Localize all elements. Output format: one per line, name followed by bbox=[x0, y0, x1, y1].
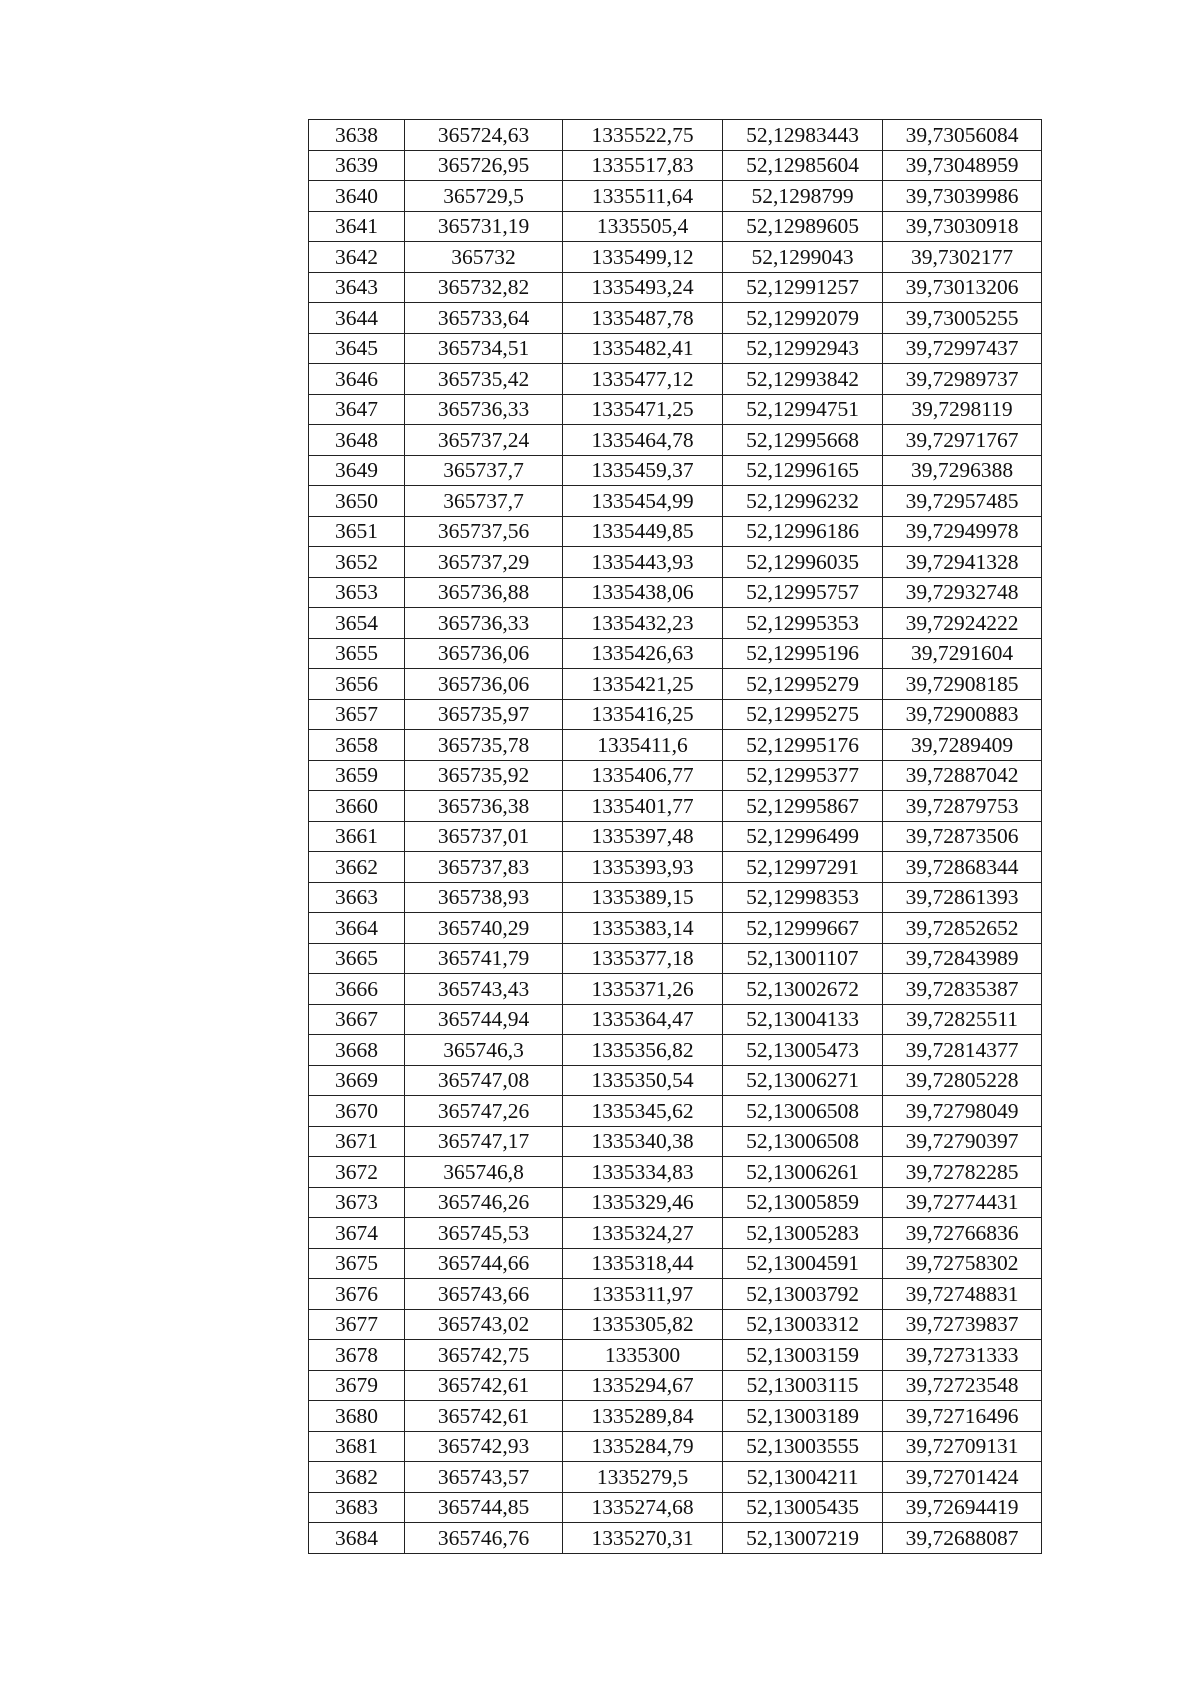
y-coordinate-cell: 1335505,4 bbox=[563, 211, 723, 242]
y-coordinate-cell: 1335311,97 bbox=[563, 1279, 723, 1310]
y-coordinate-cell: 1335411,6 bbox=[563, 730, 723, 761]
y-coordinate-cell: 1335329,46 bbox=[563, 1187, 723, 1218]
longitude-cell: 39,72879753 bbox=[883, 791, 1042, 822]
x-coordinate-cell: 365737,83 bbox=[405, 852, 563, 883]
point-number-cell: 3671 bbox=[309, 1126, 405, 1157]
latitude-cell: 52,12989605 bbox=[723, 211, 883, 242]
table-row bbox=[309, 760, 1042, 791]
x-coordinate-cell: 365747,08 bbox=[405, 1065, 563, 1096]
table-row bbox=[309, 1492, 1042, 1523]
longitude-cell: 39,72825511 bbox=[883, 1004, 1042, 1035]
x-coordinate-cell: 365736,33 bbox=[405, 608, 563, 639]
point-number-cell: 3683 bbox=[309, 1492, 405, 1523]
y-coordinate-cell: 1335406,77 bbox=[563, 760, 723, 791]
table-row bbox=[309, 852, 1042, 883]
table-row bbox=[309, 791, 1042, 822]
point-number-cell: 3660 bbox=[309, 791, 405, 822]
longitude-cell: 39,73030918 bbox=[883, 211, 1042, 242]
point-number-cell: 3659 bbox=[309, 760, 405, 791]
table-row bbox=[309, 1401, 1042, 1432]
y-coordinate-cell: 1335356,82 bbox=[563, 1035, 723, 1066]
x-coordinate-cell: 365731,19 bbox=[405, 211, 563, 242]
y-coordinate-cell: 1335449,85 bbox=[563, 516, 723, 547]
latitude-cell: 52,12996499 bbox=[723, 821, 883, 852]
latitude-cell: 52,12995279 bbox=[723, 669, 883, 700]
x-coordinate-cell: 365743,66 bbox=[405, 1279, 563, 1310]
point-number-cell: 3678 bbox=[309, 1340, 405, 1371]
y-coordinate-cell: 1335334,83 bbox=[563, 1157, 723, 1188]
longitude-cell: 39,72843989 bbox=[883, 943, 1042, 974]
y-coordinate-cell: 1335438,06 bbox=[563, 577, 723, 608]
x-coordinate-cell: 365735,78 bbox=[405, 730, 563, 761]
point-number-cell: 3646 bbox=[309, 364, 405, 395]
table-row bbox=[309, 821, 1042, 852]
latitude-cell: 52,1299043 bbox=[723, 242, 883, 273]
y-coordinate-cell: 1335454,99 bbox=[563, 486, 723, 517]
longitude-cell: 39,72805228 bbox=[883, 1065, 1042, 1096]
longitude-cell: 39,73056084 bbox=[883, 120, 1042, 151]
x-coordinate-cell: 365747,17 bbox=[405, 1126, 563, 1157]
latitude-cell: 52,13005283 bbox=[723, 1218, 883, 1249]
table-row bbox=[309, 150, 1042, 181]
table-row bbox=[309, 1218, 1042, 1249]
latitude-cell: 52,13002672 bbox=[723, 974, 883, 1005]
table-row bbox=[309, 1340, 1042, 1371]
table-row bbox=[309, 272, 1042, 303]
latitude-cell: 52,12995377 bbox=[723, 760, 883, 791]
x-coordinate-cell: 365741,79 bbox=[405, 943, 563, 974]
table-row bbox=[309, 608, 1042, 639]
longitude-cell: 39,7302177 bbox=[883, 242, 1042, 273]
point-number-cell: 3677 bbox=[309, 1309, 405, 1340]
table-row bbox=[309, 1096, 1042, 1127]
latitude-cell: 52,12992079 bbox=[723, 303, 883, 334]
table-row bbox=[309, 577, 1042, 608]
latitude-cell: 52,12999667 bbox=[723, 913, 883, 944]
longitude-cell: 39,72758302 bbox=[883, 1248, 1042, 1279]
x-coordinate-cell: 365746,26 bbox=[405, 1187, 563, 1218]
x-coordinate-cell: 365742,61 bbox=[405, 1401, 563, 1432]
point-number-cell: 3676 bbox=[309, 1279, 405, 1310]
latitude-cell: 52,12993842 bbox=[723, 364, 883, 395]
y-coordinate-cell: 1335487,78 bbox=[563, 303, 723, 334]
longitude-cell: 39,73048959 bbox=[883, 150, 1042, 181]
longitude-cell: 39,72949978 bbox=[883, 516, 1042, 547]
point-number-cell: 3644 bbox=[309, 303, 405, 334]
latitude-cell: 52,12996186 bbox=[723, 516, 883, 547]
table-row bbox=[309, 486, 1042, 517]
point-number-cell: 3672 bbox=[309, 1157, 405, 1188]
longitude-cell: 39,72900883 bbox=[883, 699, 1042, 730]
x-coordinate-cell: 365743,02 bbox=[405, 1309, 563, 1340]
latitude-cell: 52,13006508 bbox=[723, 1096, 883, 1127]
y-coordinate-cell: 1335464,78 bbox=[563, 425, 723, 456]
x-coordinate-cell: 365744,94 bbox=[405, 1004, 563, 1035]
table-row bbox=[309, 1309, 1042, 1340]
point-number-cell: 3663 bbox=[309, 882, 405, 913]
x-coordinate-cell: 365735,92 bbox=[405, 760, 563, 791]
latitude-cell: 52,13005435 bbox=[723, 1492, 883, 1523]
latitude-cell: 52,13003189 bbox=[723, 1401, 883, 1432]
table-row bbox=[309, 669, 1042, 700]
table-row bbox=[309, 1004, 1042, 1035]
point-number-cell: 3668 bbox=[309, 1035, 405, 1066]
longitude-cell: 39,7296388 bbox=[883, 455, 1042, 486]
y-coordinate-cell: 1335284,79 bbox=[563, 1431, 723, 1462]
longitude-cell: 39,72887042 bbox=[883, 760, 1042, 791]
y-coordinate-cell: 1335522,75 bbox=[563, 120, 723, 151]
x-coordinate-cell: 365736,88 bbox=[405, 577, 563, 608]
x-coordinate-cell: 365740,29 bbox=[405, 913, 563, 944]
longitude-cell: 39,72701424 bbox=[883, 1462, 1042, 1493]
table-row bbox=[309, 638, 1042, 669]
longitude-cell: 39,72957485 bbox=[883, 486, 1042, 517]
latitude-cell: 52,12991257 bbox=[723, 272, 883, 303]
latitude-cell: 52,12996232 bbox=[723, 486, 883, 517]
x-coordinate-cell: 365732,82 bbox=[405, 272, 563, 303]
latitude-cell: 52,12995275 bbox=[723, 699, 883, 730]
point-number-cell: 3658 bbox=[309, 730, 405, 761]
x-coordinate-cell: 365742,75 bbox=[405, 1340, 563, 1371]
y-coordinate-cell: 1335432,23 bbox=[563, 608, 723, 639]
longitude-cell: 39,72790397 bbox=[883, 1126, 1042, 1157]
point-number-cell: 3649 bbox=[309, 455, 405, 486]
table-row bbox=[309, 455, 1042, 486]
point-number-cell: 3657 bbox=[309, 699, 405, 730]
point-number-cell: 3648 bbox=[309, 425, 405, 456]
point-number-cell: 3662 bbox=[309, 852, 405, 883]
y-coordinate-cell: 1335517,83 bbox=[563, 150, 723, 181]
table-row bbox=[309, 1431, 1042, 1462]
latitude-cell: 52,12996035 bbox=[723, 547, 883, 578]
point-number-cell: 3670 bbox=[309, 1096, 405, 1127]
point-number-cell: 3669 bbox=[309, 1065, 405, 1096]
table-row bbox=[309, 516, 1042, 547]
table-row bbox=[309, 242, 1042, 273]
latitude-cell: 52,13003312 bbox=[723, 1309, 883, 1340]
table-row bbox=[309, 547, 1042, 578]
latitude-cell: 52,13007219 bbox=[723, 1523, 883, 1554]
longitude-cell: 39,72739837 bbox=[883, 1309, 1042, 1340]
longitude-cell: 39,72908185 bbox=[883, 669, 1042, 700]
x-coordinate-cell: 365744,66 bbox=[405, 1248, 563, 1279]
latitude-cell: 52,12998353 bbox=[723, 882, 883, 913]
y-coordinate-cell: 1335477,12 bbox=[563, 364, 723, 395]
table-row bbox=[309, 913, 1042, 944]
point-number-cell: 3652 bbox=[309, 547, 405, 578]
x-coordinate-cell: 365742,61 bbox=[405, 1370, 563, 1401]
latitude-cell: 52,13003159 bbox=[723, 1340, 883, 1371]
latitude-cell: 52,13005473 bbox=[723, 1035, 883, 1066]
point-number-cell: 3666 bbox=[309, 974, 405, 1005]
y-coordinate-cell: 1335416,25 bbox=[563, 699, 723, 730]
table-row bbox=[309, 1462, 1042, 1493]
longitude-cell: 39,72774431 bbox=[883, 1187, 1042, 1218]
longitude-cell: 39,72997437 bbox=[883, 333, 1042, 364]
longitude-cell: 39,72709131 bbox=[883, 1431, 1042, 1462]
x-coordinate-cell: 365735,42 bbox=[405, 364, 563, 395]
table-row bbox=[309, 1187, 1042, 1218]
x-coordinate-cell: 365736,06 bbox=[405, 638, 563, 669]
point-number-cell: 3645 bbox=[309, 333, 405, 364]
table-row bbox=[309, 1126, 1042, 1157]
y-coordinate-cell: 1335350,54 bbox=[563, 1065, 723, 1096]
latitude-cell: 52,12995353 bbox=[723, 608, 883, 639]
x-coordinate-cell: 365743,43 bbox=[405, 974, 563, 1005]
point-number-cell: 3681 bbox=[309, 1431, 405, 1462]
y-coordinate-cell: 1335371,26 bbox=[563, 974, 723, 1005]
x-coordinate-cell: 365733,64 bbox=[405, 303, 563, 334]
latitude-cell: 52,13004591 bbox=[723, 1248, 883, 1279]
table-row bbox=[309, 974, 1042, 1005]
table-row bbox=[309, 394, 1042, 425]
x-coordinate-cell: 365726,95 bbox=[405, 150, 563, 181]
y-coordinate-cell: 1335493,24 bbox=[563, 272, 723, 303]
point-number-cell: 3665 bbox=[309, 943, 405, 974]
point-number-cell: 3650 bbox=[309, 486, 405, 517]
coordinates-table bbox=[308, 119, 1042, 1554]
coordinates-table-body bbox=[309, 120, 1042, 1554]
latitude-cell: 52,13001107 bbox=[723, 943, 883, 974]
longitude-cell: 39,72924222 bbox=[883, 608, 1042, 639]
latitude-cell: 52,12983443 bbox=[723, 120, 883, 151]
x-coordinate-cell: 365746,8 bbox=[405, 1157, 563, 1188]
y-coordinate-cell: 1335270,31 bbox=[563, 1523, 723, 1554]
latitude-cell: 52,13006261 bbox=[723, 1157, 883, 1188]
point-number-cell: 3664 bbox=[309, 913, 405, 944]
longitude-cell: 39,7289409 bbox=[883, 730, 1042, 761]
longitude-cell: 39,73013206 bbox=[883, 272, 1042, 303]
longitude-cell: 39,72688087 bbox=[883, 1523, 1042, 1554]
point-number-cell: 3682 bbox=[309, 1462, 405, 1493]
latitude-cell: 52,12994751 bbox=[723, 394, 883, 425]
y-coordinate-cell: 1335274,68 bbox=[563, 1492, 723, 1523]
y-coordinate-cell: 1335318,44 bbox=[563, 1248, 723, 1279]
y-coordinate-cell: 1335377,18 bbox=[563, 943, 723, 974]
latitude-cell: 52,13005859 bbox=[723, 1187, 883, 1218]
x-coordinate-cell: 365729,5 bbox=[405, 181, 563, 212]
longitude-cell: 39,7291604 bbox=[883, 638, 1042, 669]
latitude-cell: 52,13003555 bbox=[723, 1431, 883, 1462]
table-row bbox=[309, 1035, 1042, 1066]
point-number-cell: 3640 bbox=[309, 181, 405, 212]
longitude-cell: 39,72716496 bbox=[883, 1401, 1042, 1432]
y-coordinate-cell: 1335421,25 bbox=[563, 669, 723, 700]
x-coordinate-cell: 365744,85 bbox=[405, 1492, 563, 1523]
longitude-cell: 39,7298119 bbox=[883, 394, 1042, 425]
point-number-cell: 3675 bbox=[309, 1248, 405, 1279]
table-row bbox=[309, 181, 1042, 212]
latitude-cell: 52,12995867 bbox=[723, 791, 883, 822]
latitude-cell: 52,12997291 bbox=[723, 852, 883, 883]
latitude-cell: 52,13006508 bbox=[723, 1126, 883, 1157]
latitude-cell: 52,1298799 bbox=[723, 181, 883, 212]
latitude-cell: 52,13006271 bbox=[723, 1065, 883, 1096]
table-row bbox=[309, 1248, 1042, 1279]
point-number-cell: 3673 bbox=[309, 1187, 405, 1218]
table-row bbox=[309, 699, 1042, 730]
table-row bbox=[309, 1157, 1042, 1188]
x-coordinate-cell: 365732 bbox=[405, 242, 563, 273]
point-number-cell: 3642 bbox=[309, 242, 405, 273]
point-number-cell: 3643 bbox=[309, 272, 405, 303]
point-number-cell: 3679 bbox=[309, 1370, 405, 1401]
y-coordinate-cell: 1335397,48 bbox=[563, 821, 723, 852]
y-coordinate-cell: 1335305,82 bbox=[563, 1309, 723, 1340]
y-coordinate-cell: 1335340,38 bbox=[563, 1126, 723, 1157]
table-row bbox=[309, 333, 1042, 364]
x-coordinate-cell: 365742,93 bbox=[405, 1431, 563, 1462]
latitude-cell: 52,13004133 bbox=[723, 1004, 883, 1035]
x-coordinate-cell: 365735,97 bbox=[405, 699, 563, 730]
longitude-cell: 39,72852652 bbox=[883, 913, 1042, 944]
latitude-cell: 52,12992943 bbox=[723, 333, 883, 364]
y-coordinate-cell: 1335279,5 bbox=[563, 1462, 723, 1493]
x-coordinate-cell: 365734,51 bbox=[405, 333, 563, 364]
point-number-cell: 3638 bbox=[309, 120, 405, 151]
y-coordinate-cell: 1335300 bbox=[563, 1340, 723, 1371]
x-coordinate-cell: 365736,38 bbox=[405, 791, 563, 822]
latitude-cell: 52,13003792 bbox=[723, 1279, 883, 1310]
y-coordinate-cell: 1335389,15 bbox=[563, 882, 723, 913]
x-coordinate-cell: 365737,56 bbox=[405, 516, 563, 547]
y-coordinate-cell: 1335289,84 bbox=[563, 1401, 723, 1432]
y-coordinate-cell: 1335294,67 bbox=[563, 1370, 723, 1401]
latitude-cell: 52,12995176 bbox=[723, 730, 883, 761]
x-coordinate-cell: 365737,7 bbox=[405, 486, 563, 517]
x-coordinate-cell: 365746,3 bbox=[405, 1035, 563, 1066]
table-row bbox=[309, 882, 1042, 913]
x-coordinate-cell: 365737,7 bbox=[405, 455, 563, 486]
point-number-cell: 3655 bbox=[309, 638, 405, 669]
table-row bbox=[309, 730, 1042, 761]
y-coordinate-cell: 1335345,62 bbox=[563, 1096, 723, 1127]
longitude-cell: 39,72835387 bbox=[883, 974, 1042, 1005]
longitude-cell: 39,72989737 bbox=[883, 364, 1042, 395]
longitude-cell: 39,72748831 bbox=[883, 1279, 1042, 1310]
longitude-cell: 39,73039986 bbox=[883, 181, 1042, 212]
point-number-cell: 3674 bbox=[309, 1218, 405, 1249]
x-coordinate-cell: 365737,01 bbox=[405, 821, 563, 852]
longitude-cell: 39,72873506 bbox=[883, 821, 1042, 852]
table-row bbox=[309, 943, 1042, 974]
point-number-cell: 3667 bbox=[309, 1004, 405, 1035]
y-coordinate-cell: 1335459,37 bbox=[563, 455, 723, 486]
table-row bbox=[309, 425, 1042, 456]
y-coordinate-cell: 1335426,63 bbox=[563, 638, 723, 669]
y-coordinate-cell: 1335324,27 bbox=[563, 1218, 723, 1249]
x-coordinate-cell: 365738,93 bbox=[405, 882, 563, 913]
table-row bbox=[309, 1065, 1042, 1096]
table-row bbox=[309, 211, 1042, 242]
x-coordinate-cell: 365736,06 bbox=[405, 669, 563, 700]
longitude-cell: 39,72723548 bbox=[883, 1370, 1042, 1401]
table-row bbox=[309, 303, 1042, 334]
point-number-cell: 3654 bbox=[309, 608, 405, 639]
longitude-cell: 39,72941328 bbox=[883, 547, 1042, 578]
latitude-cell: 52,12985604 bbox=[723, 150, 883, 181]
y-coordinate-cell: 1335511,64 bbox=[563, 181, 723, 212]
point-number-cell: 3639 bbox=[309, 150, 405, 181]
point-number-cell: 3680 bbox=[309, 1401, 405, 1432]
longitude-cell: 39,72971767 bbox=[883, 425, 1042, 456]
longitude-cell: 39,73005255 bbox=[883, 303, 1042, 334]
y-coordinate-cell: 1335471,25 bbox=[563, 394, 723, 425]
latitude-cell: 52,12995196 bbox=[723, 638, 883, 669]
point-number-cell: 3647 bbox=[309, 394, 405, 425]
x-coordinate-cell: 365746,76 bbox=[405, 1523, 563, 1554]
table-row bbox=[309, 1523, 1042, 1554]
table-row bbox=[309, 1279, 1042, 1310]
table-row bbox=[309, 1370, 1042, 1401]
point-number-cell: 3661 bbox=[309, 821, 405, 852]
latitude-cell: 52,12995668 bbox=[723, 425, 883, 456]
x-coordinate-cell: 365737,29 bbox=[405, 547, 563, 578]
longitude-cell: 39,72814377 bbox=[883, 1035, 1042, 1066]
x-coordinate-cell: 365745,53 bbox=[405, 1218, 563, 1249]
point-number-cell: 3653 bbox=[309, 577, 405, 608]
longitude-cell: 39,72782285 bbox=[883, 1157, 1042, 1188]
y-coordinate-cell: 1335401,77 bbox=[563, 791, 723, 822]
y-coordinate-cell: 1335482,41 bbox=[563, 333, 723, 364]
y-coordinate-cell: 1335383,14 bbox=[563, 913, 723, 944]
point-number-cell: 3684 bbox=[309, 1523, 405, 1554]
y-coordinate-cell: 1335364,47 bbox=[563, 1004, 723, 1035]
x-coordinate-cell: 365736,33 bbox=[405, 394, 563, 425]
x-coordinate-cell: 365724,63 bbox=[405, 120, 563, 151]
point-number-cell: 3656 bbox=[309, 669, 405, 700]
latitude-cell: 52,12995757 bbox=[723, 577, 883, 608]
latitude-cell: 52,13004211 bbox=[723, 1462, 883, 1493]
longitude-cell: 39,72694419 bbox=[883, 1492, 1042, 1523]
x-coordinate-cell: 365747,26 bbox=[405, 1096, 563, 1127]
longitude-cell: 39,72861393 bbox=[883, 882, 1042, 913]
y-coordinate-cell: 1335499,12 bbox=[563, 242, 723, 273]
longitude-cell: 39,72798049 bbox=[883, 1096, 1042, 1127]
table-row bbox=[309, 120, 1042, 151]
y-coordinate-cell: 1335393,93 bbox=[563, 852, 723, 883]
x-coordinate-cell: 365737,24 bbox=[405, 425, 563, 456]
latitude-cell: 52,13003115 bbox=[723, 1370, 883, 1401]
y-coordinate-cell: 1335443,93 bbox=[563, 547, 723, 578]
point-number-cell: 3651 bbox=[309, 516, 405, 547]
longitude-cell: 39,72731333 bbox=[883, 1340, 1042, 1371]
longitude-cell: 39,72932748 bbox=[883, 577, 1042, 608]
table-row bbox=[309, 364, 1042, 395]
point-number-cell: 3641 bbox=[309, 211, 405, 242]
longitude-cell: 39,72868344 bbox=[883, 852, 1042, 883]
x-coordinate-cell: 365743,57 bbox=[405, 1462, 563, 1493]
latitude-cell: 52,12996165 bbox=[723, 455, 883, 486]
longitude-cell: 39,72766836 bbox=[883, 1218, 1042, 1249]
